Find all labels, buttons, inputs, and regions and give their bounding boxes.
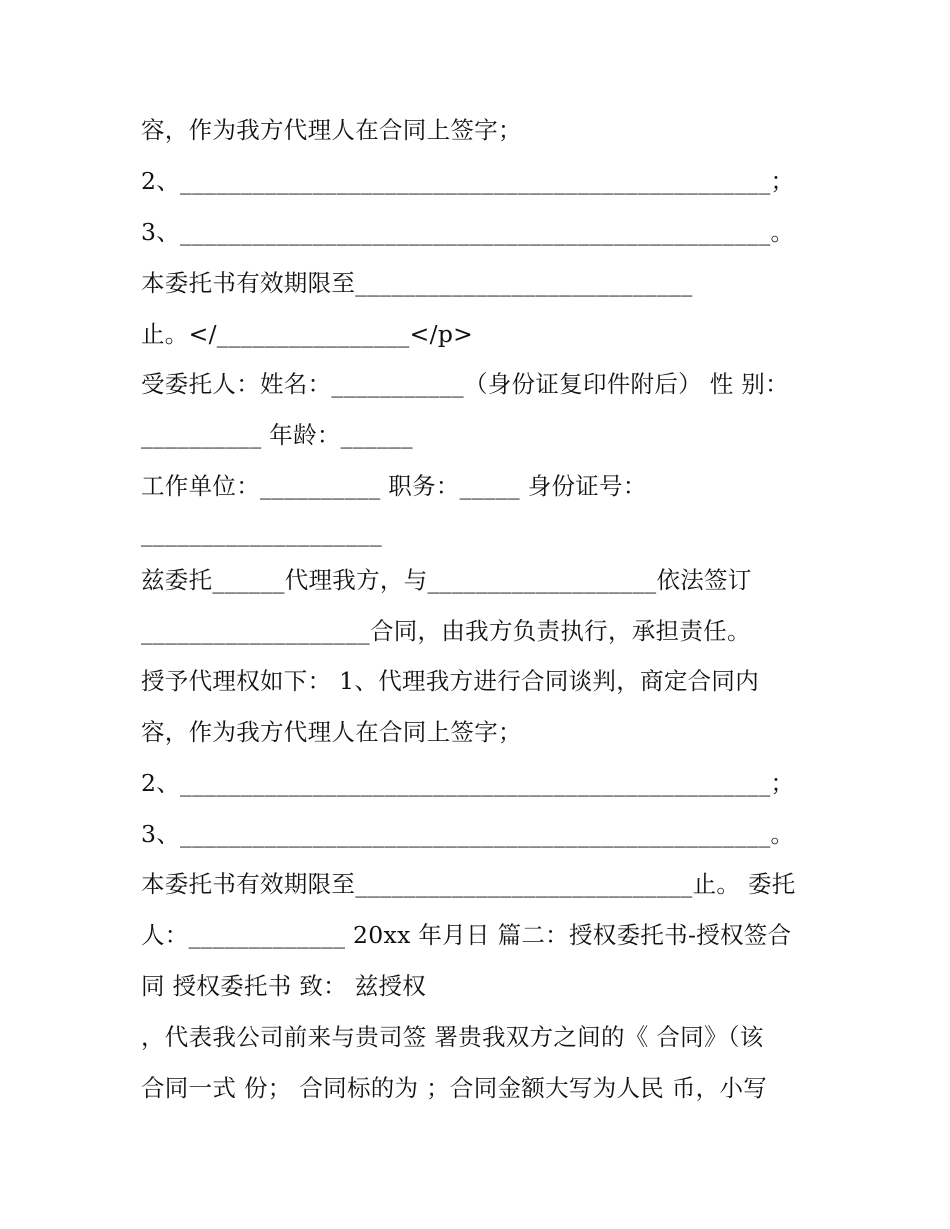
agent-age-line: __________ 年龄：______ (141, 421, 413, 449)
text-line: 容，作为我方代理人在合同上签字； (141, 718, 522, 746)
text-line: 同 授权委托书 致： 兹授权 (141, 972, 427, 1000)
text-line: ___________________合同，由我方负责执行，承担责任。 (141, 617, 751, 645)
text-line: 人：_____________ 20xx 年月日 篇二：授权委托书-授权签合 (141, 921, 792, 949)
validity-period-line: 本委托书有效期限至____________________________止。 委托 (141, 870, 796, 898)
agent-name-line: 受委托人：姓名：___________（身份证复印件附后） 性 别： (141, 370, 789, 398)
text-line: ，代表我公司前来与贵司签 署贵我双方之间的《 合同》（该 (141, 1023, 764, 1051)
text-line: 容，作为我方代理人在合同上签字； (141, 116, 522, 144)
blank-line-item-3: 3、_________________________________________________。 (141, 218, 795, 246)
blank-line-item-2: 2、_________________________________________________； (141, 167, 795, 195)
blank-line-item-3: 3、_________________________________________________。 (141, 820, 795, 848)
id-number-blank: ____________________ (141, 519, 382, 547)
text-line: 兹委托______代理我方，与___________________依法签订 (141, 566, 752, 594)
blank-line-item-2: 2、_________________________________________________； (141, 769, 795, 797)
text-line: 止。</________________</p> (141, 320, 474, 348)
agent-work-line: 工作单位：__________ 职务：_____ 身份证号： (141, 472, 647, 500)
text-line: 授予代理权如下： 1、代理我方进行合同谈判，商定合同内 (141, 667, 760, 695)
validity-period-line: 本委托书有效期限至____________________________ (141, 269, 693, 297)
text-line: 合同一式 份； 合同标的为 ；合同金额大写为人民 币，小写 (141, 1074, 768, 1102)
